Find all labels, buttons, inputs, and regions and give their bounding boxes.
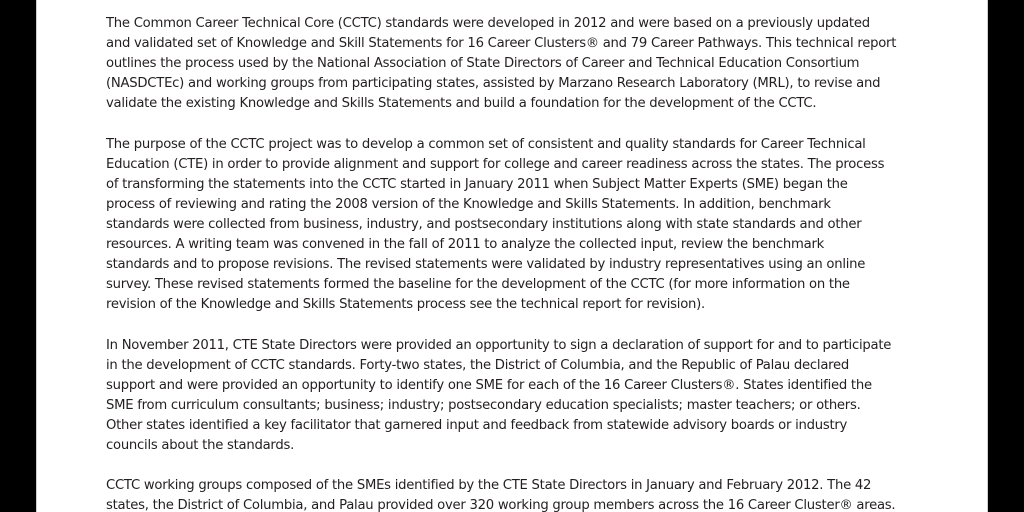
document-body (106, 14, 918, 512)
text-line: states, the District of Columbia, and Palau provided over 320 working group members across the 16 Career Cluster® areas. (106, 498, 896, 512)
text-line: of transforming the statements into the CCTC started in January 2011 when Subject Matter Experts (SME) began the (106, 176, 848, 192)
text-line: councils about the standards. (106, 437, 295, 453)
text-line: SME from curriculum consultants; business; industry; postsecondary education specialists; master teachers; or others. (106, 397, 861, 413)
page-left-edge (36, 0, 37, 512)
text-line: The Common Career Technical Core (CCTC) standards were developed in 2012 and were based on a previously updated (106, 16, 870, 31)
text-line: and validated set of Knowledge and Skill Statements for 16 Career Clusters® and 79 Career Pathways. This technical report (106, 36, 897, 52)
paragraph-cctc-purpose (106, 135, 918, 316)
text-line: support and were provided an opportunity to identify one SME for each of the 16 Career Clusters®. States identified the (106, 377, 872, 393)
text-line: (NASDCTEc) and working groups from participating states, assisted by Marzano Research Laboratory (MRL), to revise and (106, 76, 881, 92)
text-line: The purpose of the CCTC project was to develop a common set of consistent and quality standards for Career Technical (106, 136, 866, 152)
text-line: CCTC working groups composed of the SMEs identified by the CTE State Directors in January and February 2012. The 42 (106, 478, 872, 494)
document-page (36, 0, 988, 512)
page-right-edge (987, 0, 988, 512)
text-line: standards were collected from business, industry, and postsecondary institutions along with state standards and other (106, 216, 862, 232)
text-line: revision of the Knowledge and Skills Statements process see the technical report for revision). (106, 297, 705, 313)
text-line: outlines the process used by the National Association of State Directors of Career and Technical Education Consortium (106, 56, 860, 72)
paragraph-working-groups (106, 476, 918, 512)
text-line: In November 2011, CTE State Directors were provided an opportunity to sign a declaration of support for and to participate (106, 337, 892, 353)
paragraph-cctc-overview (106, 14, 918, 114)
text-line: survey. These revised statements formed the baseline for the development of the CCTC (for more information on the (106, 277, 850, 293)
paragraph-state-participation (106, 336, 918, 457)
text-line: validate the existing Knowledge and Skills Statements and build a foundation for the development of the CCTC. (106, 96, 817, 112)
text-line: resources. A writing team was convened in the fall of 2011 to analyze the collected input, review the benchmark (106, 237, 825, 253)
text-line: in the development of CCTC standards. Forty-two states, the District of Columbia, and the Republic of Palau declared (106, 357, 850, 373)
text-line: process of reviewing and rating the 2008 version of the Knowledge and Skills Statements. In addition, benchmark (106, 196, 831, 212)
text-line: standards and to propose revisions. The revised statements were validated by industry representatives using an online (106, 257, 866, 273)
text-line: Education (CTE) in order to provide alignment and support for college and career readiness across the states. The process (106, 156, 885, 172)
text-line: Other states identified a key facilitator that garnered input and feedback from statewide advisory boards or industry (106, 417, 848, 433)
